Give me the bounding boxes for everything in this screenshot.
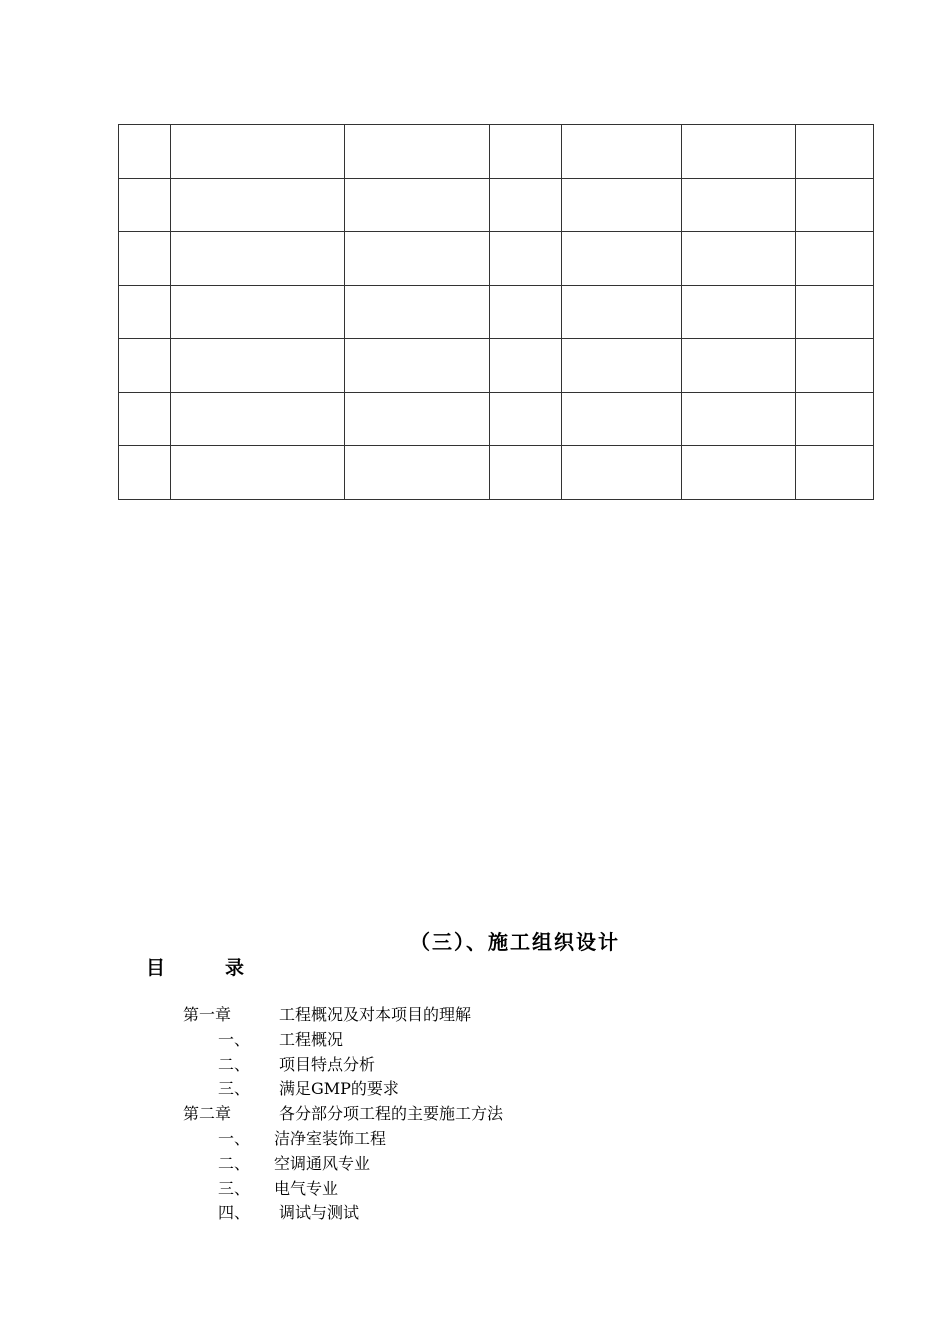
table-cell — [171, 392, 345, 446]
toc-text: 空调通风专业 — [274, 1153, 371, 1173]
empty-form-table — [118, 124, 874, 500]
table-body — [119, 125, 874, 500]
table-cell — [562, 446, 682, 500]
table-cell — [796, 178, 874, 232]
table-cell — [562, 285, 682, 339]
table-cell — [682, 178, 796, 232]
table-cell — [682, 125, 796, 179]
table-cell — [345, 285, 490, 339]
table-cell — [796, 232, 874, 286]
table-cell — [562, 392, 682, 446]
toc-number: 一、 — [218, 1029, 251, 1049]
table-cell — [171, 339, 345, 393]
toc-item — [0, 1179, 950, 1199]
table-cell — [796, 285, 874, 339]
toc-number: 三、 — [218, 1178, 251, 1198]
table-row — [119, 285, 874, 339]
table-cell — [345, 125, 490, 179]
table-cell — [345, 392, 490, 446]
table-cell — [490, 446, 562, 500]
toc-item — [0, 1129, 950, 1149]
table-row — [119, 339, 874, 393]
table-cell — [490, 392, 562, 446]
toc-number: 一、 — [218, 1129, 251, 1148]
toc-text: 工程概况及对本项目的理解 — [279, 1005, 472, 1024]
toc-number: 二、 — [218, 1153, 251, 1173]
toc-text: 工程概况 — [279, 1029, 344, 1049]
table-cell — [119, 125, 171, 179]
table-cell — [490, 125, 562, 179]
toc-item — [0, 1079, 950, 1099]
toc-chapter — [0, 1005, 950, 1025]
toc-text: 调试与测试 — [279, 1203, 360, 1223]
toc-text: 项目特点分析 — [279, 1054, 376, 1074]
toc-text: 满足GMP的要求 — [279, 1079, 399, 1099]
toc-heading-right: 录 — [225, 957, 245, 979]
toc-item — [0, 1203, 950, 1223]
toc-number: 三、 — [218, 1079, 251, 1099]
table-row — [119, 446, 874, 500]
table-cell — [682, 285, 796, 339]
toc-number: 第一章 — [183, 1005, 232, 1024]
toc-chapter — [0, 1104, 950, 1124]
table-cell — [345, 232, 490, 286]
table-cell — [796, 339, 874, 393]
table-cell — [682, 339, 796, 393]
table-cell — [796, 446, 874, 500]
table-cell — [171, 232, 345, 286]
toc-number: 二、 — [218, 1054, 251, 1074]
toc-heading-left: 目 — [146, 957, 166, 979]
toc-item — [0, 1154, 950, 1174]
table-cell — [171, 285, 345, 339]
toc-text: 电气专业 — [274, 1178, 339, 1198]
toc-item — [0, 1055, 950, 1075]
table-cell — [345, 446, 490, 500]
toc-number: 四、 — [218, 1203, 251, 1223]
toc-item — [0, 1030, 950, 1050]
toc-heading — [146, 953, 244, 980]
table-cell — [345, 339, 490, 393]
table-cell — [682, 446, 796, 500]
table-cell — [562, 178, 682, 232]
table-row — [119, 125, 874, 179]
table-cell — [562, 232, 682, 286]
table-cell — [171, 125, 345, 179]
table-cell — [490, 285, 562, 339]
table-cell — [119, 446, 171, 500]
table-row — [119, 392, 874, 446]
table-cell — [119, 392, 171, 446]
table-cell — [171, 446, 345, 500]
table-cell — [490, 232, 562, 286]
table-cell — [682, 392, 796, 446]
toc-text: 各分部分项工程的主要施工方法 — [279, 1104, 504, 1124]
toc-number: 第二章 — [183, 1104, 232, 1124]
table-cell — [490, 339, 562, 393]
table-cell — [562, 125, 682, 179]
table-cell — [682, 232, 796, 286]
table-row — [119, 232, 874, 286]
table-cell — [119, 232, 171, 286]
table-cell — [119, 285, 171, 339]
table-cell — [490, 178, 562, 232]
table-cell — [345, 178, 490, 232]
table-cell — [796, 392, 874, 446]
toc-text: 洁净室装饰工程 — [274, 1129, 387, 1148]
table-cell — [119, 339, 171, 393]
table-cell — [171, 178, 345, 232]
table-cell — [796, 125, 874, 179]
table-cell — [119, 178, 171, 232]
table-row — [119, 178, 874, 232]
table-cell — [562, 339, 682, 393]
section-title: （三）、施工组织设计 — [410, 930, 620, 954]
